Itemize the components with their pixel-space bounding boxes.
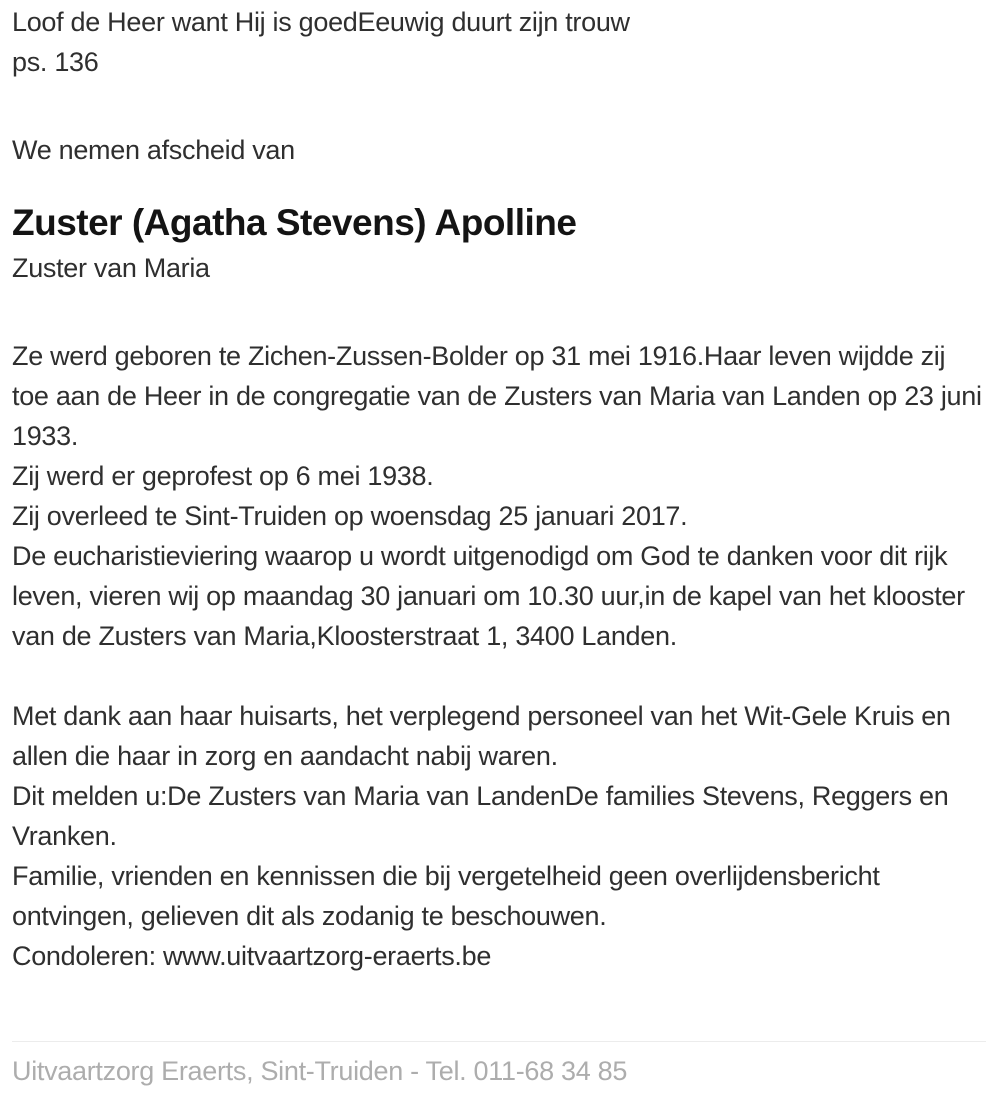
biography-birth-vocation: Ze werd geboren te Zichen-Zussen-Bolder op 31 mei 1916.Haar leven wijdde zij toe aan de Heer in de congregatie van de Zusters van Maria van Landen op 23 juni 1933. [12, 341, 982, 451]
biography-service-details: De eucharistieviering waarop u wordt uitgenodigd om God te danken voor dit rijk leven, vieren wij op maandag 30 januari om 10.30 uur,in de kapel van het klooster van de Zusters van Maria,Kloosterstraat 1, 3400 Landen. [12, 541, 965, 651]
acknowledgement-notifiers: Dit melden u:De Zusters van Maria van LandenDe families Stevens, Reggers en Vranken. [12, 781, 949, 851]
biography-death: Zij overleed te Sint-Truiden op woensdag 25 januari 2017. [12, 501, 688, 531]
condolences-url-line: Condoleren: www.uitvaartzorg-eraerts.be [12, 941, 492, 971]
deceased-relation: Zuster van Maria [12, 253, 210, 283]
acknowledgement-thanks: Met dank aan haar huisarts, het verplegend personeel van het Wit-Gele Kruis en allen die haar in zorg en aandacht nabij waren. [12, 701, 951, 771]
psalm-quote-text: Loof de Heer want Hij is goedEeuwig duurt zijn trouw [12, 7, 630, 37]
biography-profession: Zij werd er geprofest op 6 mei 1938. [12, 461, 434, 491]
acknowledgements-section [12, 696, 986, 976]
biography-section [12, 336, 986, 656]
oversight-notice: Familie, vrienden en kennissen die bij vergetelheid geen overlijdensbericht ontvingen, gelieven dit als zodanig te beschouwen. [12, 861, 880, 931]
funeral-home-contact: Uitvaartzorg Eraerts, Sint-Truiden - Tel. 011-68 34 85 [12, 1056, 628, 1086]
farewell-intro: We nemen afscheid van [12, 135, 295, 165]
deceased-name-heading: Zuster (Agatha Stevens) Apolline [12, 202, 577, 243]
funeral-home-footer [12, 1041, 986, 1110]
psalm-reference: ps. 136 [12, 47, 99, 77]
psalm-quote-block [12, 2, 986, 82]
